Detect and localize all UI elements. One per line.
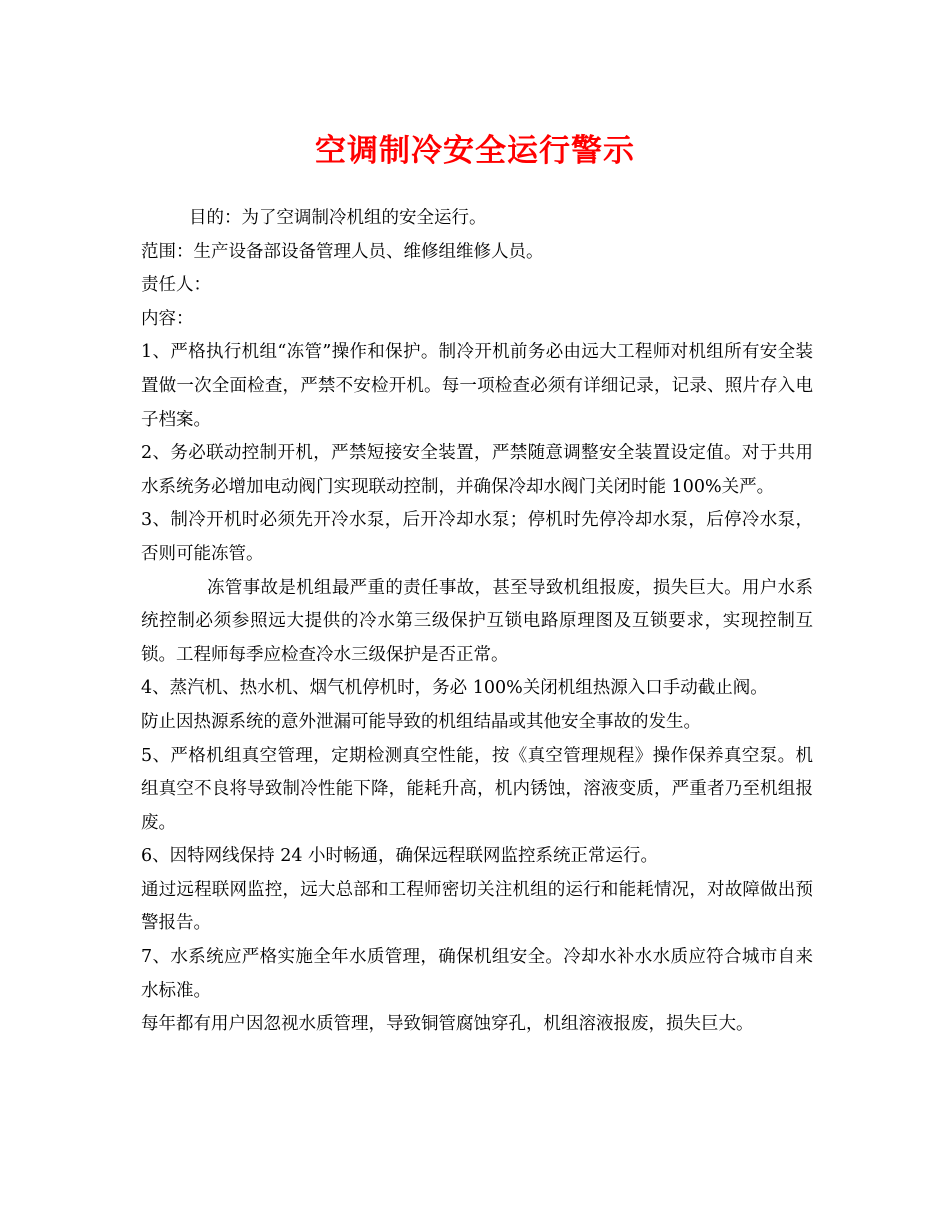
item-3-paragraph: 3、制冷开机时必须先开冷水泵，后开冷却水泵；停机时先停冷却水泵，后停冷水泵，否则可能冻管。 (141, 510, 813, 564)
item-5-paragraph: 5、严格机组真空管理，定期检测真空性能，按《真空管理规程》操作保养真空泵。机组真空不良将导致制冷性能下降，能耗升高，机内锈蚀，溶液变质，严重者乃至机组报废。 (141, 745, 813, 833)
item-7-paragraph: 7、水系统应严格实施全年水质管理，确保机组安全。冷却水补水水质应符合城市自来水标准。 (141, 947, 813, 1001)
item-7-note-paragraph: 每年都有用户因忽视水质管理，导致铜管腐蚀穿孔，机组溶液报废，损失巨大。 (141, 1014, 754, 1035)
item-2-paragraph: 2、务必联动控制开机，严禁短接安全装置，严禁随意调整安全装置设定值。对于共用水系统务必增加电动阀门实现联动控制，并确保冷却水阀门关闭时能 100%关严。 (141, 443, 813, 497)
item-4-paragraph: 4、蒸汽机、热水机、烟气机停机时，务必 100%关闭机组热源入口手动截止阀。 (141, 678, 768, 699)
responsible-person-paragraph: 责任人： (141, 275, 211, 296)
document-body (141, 202, 813, 1042)
item-6-note-paragraph: 通过远程联网监控，远大总部和工程师密切关注机组的运行和能耗情况，对故障做出预警报告。 (141, 879, 813, 934)
content-heading: 内容： (141, 308, 194, 329)
item-4-note-paragraph: 防止因热源系统的意外泄漏可能导致的机组结晶或其他安全事故的发生。 (141, 711, 701, 732)
scope-paragraph: 范围：生产设备部设备管理人员、维修组维修人员。 (141, 241, 544, 262)
freeze-accident-paragraph: 冻管事故是机组最严重的责任事故，甚至导致机组报废，损失巨大。用户水系统控制必须参照远大提供的冷水第三级保护互锁电路原理图及互锁要求，实现控制互锁。工程师每季应检查冷水三级保护是否正常。 (141, 577, 813, 665)
item-6-paragraph: 6、因特网线保持 24 小时畅通，确保远程联网监控系统正常运行。 (141, 846, 659, 867)
purpose-paragraph: 目的：为了空调制冷机组的安全运行。 (189, 208, 487, 228)
item-1-paragraph: 1、严格执行机组“冻管”操作和保护。制冷开机前务必由远大工程师对机组所有安全装置做一次全面检查，严禁不安检开机。每一项检查必须有详细记录，记录、照片存入电子档案。 (141, 342, 813, 430)
document-title: 空调制冷安全运行警示 (315, 133, 635, 169)
